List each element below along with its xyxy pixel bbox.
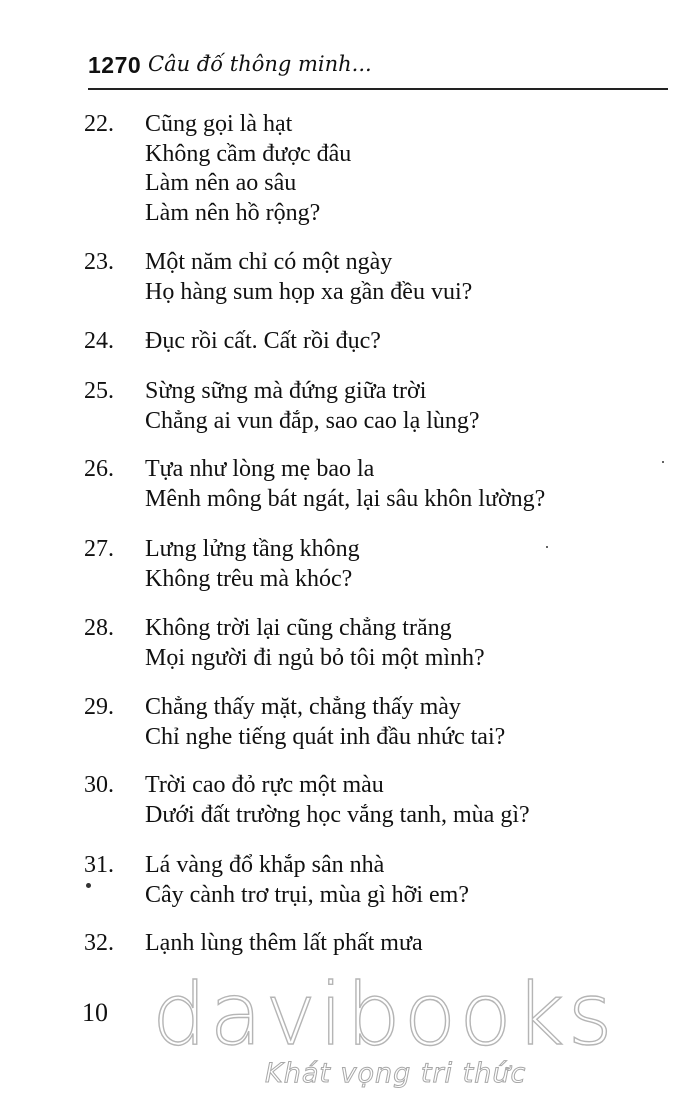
watermark-slogan: Khát vọng tri thức <box>265 1058 527 1089</box>
riddle-line: Lá vàng đổ khắp sân nhà <box>145 852 385 878</box>
watermark-logo: davibooks <box>152 965 616 1065</box>
riddle-line: Mọi người đi ngủ bỏ tôi một mình? <box>145 644 485 671</box>
print-speck <box>86 883 91 888</box>
riddle-line: Lạnh lùng thêm lất phất mưa <box>145 930 423 956</box>
riddle-line: Chẳng ai vun đắp, sao cao lạ lùng? <box>145 407 480 434</box>
riddle-line: Lưng lửng tầng không <box>145 536 360 562</box>
riddle-line: Làm nên hồ rộng? <box>145 199 321 226</box>
riddle-lines <box>145 455 545 514</box>
riddle-lines <box>145 614 485 673</box>
riddle-line: Chẳng thấy mặt, chẳng thấy mày <box>145 694 461 720</box>
riddle-lines <box>145 535 360 594</box>
riddle-line: Trời cao đỏ rực một màu <box>145 772 384 798</box>
riddle-line: Không trời lại cũng chẳng trăng <box>145 615 452 641</box>
riddle-lines <box>145 377 480 436</box>
riddle-lines <box>145 851 469 910</box>
print-speck <box>662 461 664 463</box>
riddle-line: Cây cành trơ trụi, mùa gì hỡi em? <box>145 881 469 908</box>
riddle-number: 29. <box>84 694 114 720</box>
riddle-lines <box>145 327 381 357</box>
riddle-line: Mênh mông bát ngát, lại sâu khôn lường? <box>145 485 546 512</box>
riddle-line: Một năm chỉ có một ngày <box>145 249 393 275</box>
riddle-number: 23. <box>84 249 114 275</box>
riddle-line: Cũng gọi là hạt <box>145 111 293 137</box>
riddle-line: Không cầm được đâu <box>145 140 352 167</box>
book-number: 1270 <box>88 52 142 78</box>
print-speck <box>546 546 548 548</box>
riddle-number: 27. <box>84 536 114 562</box>
riddle-line: Tựa như lòng mẹ bao la <box>145 456 375 482</box>
riddle-lines <box>145 771 530 830</box>
riddle-line: Dưới đất trường học vắng tanh, mùa gì? <box>145 801 530 828</box>
riddle-number: 31. <box>84 852 114 878</box>
riddle-line: Sừng sững mà đứng giữa trời <box>145 378 427 404</box>
riddle-lines <box>145 693 505 752</box>
riddle-number: 22. <box>84 111 114 137</box>
riddle-number: 32. <box>84 930 114 956</box>
riddle-number: 30. <box>84 772 114 798</box>
riddle-number: 25. <box>84 378 114 404</box>
book-title: Câu đố thông minh... <box>148 52 372 76</box>
riddle-number: 26. <box>84 456 114 482</box>
riddle-line: Đục rồi cất. Cất rồi đục? <box>145 328 381 354</box>
riddle-line: Họ hàng sum họp xa gần đều vui? <box>145 278 473 305</box>
riddle-lines <box>145 929 423 959</box>
riddle-lines <box>145 248 472 307</box>
riddle-lines <box>145 110 351 228</box>
riddle-line: Không trêu mà khóc? <box>145 565 353 592</box>
riddle-number: 24. <box>84 328 114 354</box>
riddle-line: Làm nên ao sâu <box>145 170 297 196</box>
page-header <box>88 50 668 90</box>
riddle-number: 28. <box>84 615 114 641</box>
riddle-line: Chỉ nghe tiếng quát inh đầu nhức tai? <box>145 723 506 750</box>
page-number: 10 <box>82 998 108 1027</box>
